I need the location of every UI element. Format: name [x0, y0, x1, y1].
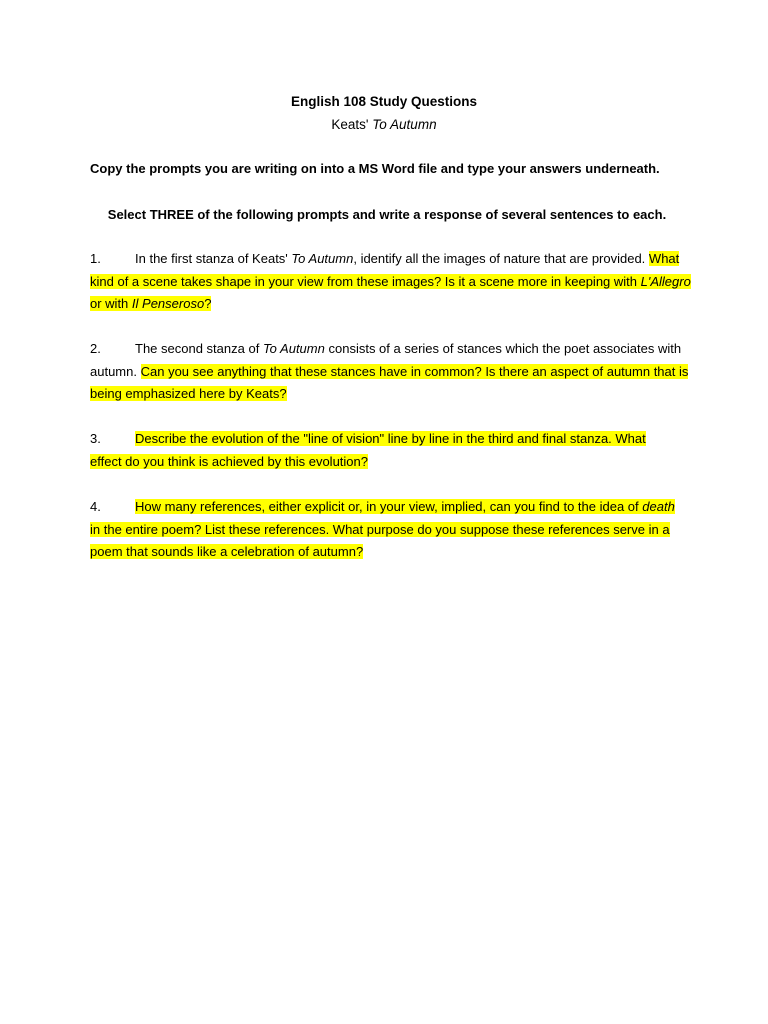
prompt-number: 2.: [90, 341, 101, 356]
prompt-1-line-3: [90, 293, 682, 316]
prompt-text: , identify all the images of nature that are provided.: [353, 251, 646, 266]
prompt-3: [90, 428, 682, 473]
highlighted-text: Can you see anything that these stances have in common? Is there an aspect of autumn that is: [140, 363, 689, 379]
prompt-2-line-3: [90, 383, 682, 406]
prompt-2-line-2: [90, 361, 689, 384]
highlighted-text: being emphasized here by Keats?: [90, 386, 287, 401]
highlighted-text: What: [648, 251, 680, 266]
work-title: To Autumn: [291, 251, 354, 266]
prompt-1-line-2: [90, 271, 691, 294]
highlighted-text: kind of a scene takes shape in your view from these images? Is it a scene more in keeping with L'Allegro: [90, 273, 691, 289]
prompt-number: 1.: [90, 251, 101, 266]
prompt-3-line-1: [90, 428, 682, 451]
document-title: English 108 Study Questions: [290, 94, 478, 109]
subtitle-work: To Autumn: [372, 117, 437, 132]
prompt-4-line-2: [90, 519, 682, 542]
highlighted-text: or with Il Penseroso?: [90, 296, 212, 311]
select-instruction: Select THREE of the following prompts and write a response of several sentences to each.: [107, 207, 667, 222]
prompt-1: [90, 248, 691, 316]
work-title: L'Allegro: [640, 273, 691, 289]
highlighted-text: in the entire poem? List these references. What purpose do you suppose these references serve in a: [90, 521, 670, 537]
prompt-4-line-1: [90, 496, 682, 519]
prompt-text: In the first stanza of Keats': [135, 251, 288, 266]
work-title: Il Penseroso: [131, 296, 205, 311]
prompt-1-line-1: [90, 248, 682, 271]
prompt-number: 4.: [90, 499, 101, 514]
highlighted-text: Describe the evolution of the "line of vision" line by line in the third and final stanza. What: [135, 431, 646, 446]
prompt-2: [90, 338, 689, 406]
prompt-number: 3.: [90, 431, 101, 446]
prompt-2-line-1: [90, 338, 682, 361]
prompt-text: consists of a series of stances which the poet associates with: [328, 341, 682, 356]
highlighted-text: poem that sounds like a celebration of autumn?: [90, 544, 364, 559]
subtitle-author: Keats': [331, 117, 369, 132]
document-page: [90, 0, 690, 1024]
prompt-4: [90, 496, 682, 564]
prompt-text: The second stanza of: [135, 341, 260, 356]
prompt-3-line-2: [90, 451, 682, 474]
work-title: To Autumn: [262, 341, 325, 356]
instruction-text: Copy the prompts you are writing on into a MS Word file and type your answers underneath.: [90, 161, 660, 176]
highlighted-text: effect do you think is achieved by this evolution?: [90, 453, 368, 469]
document-subtitle: [90, 116, 678, 134]
emphasized-word: death: [642, 499, 675, 514]
prompt-4-line-3: [90, 541, 682, 564]
highlighted-text: How many references, either explicit or, in your view, implied, can you find to the idea of death: [135, 499, 675, 514]
prompt-text: autumn.: [90, 363, 137, 379]
